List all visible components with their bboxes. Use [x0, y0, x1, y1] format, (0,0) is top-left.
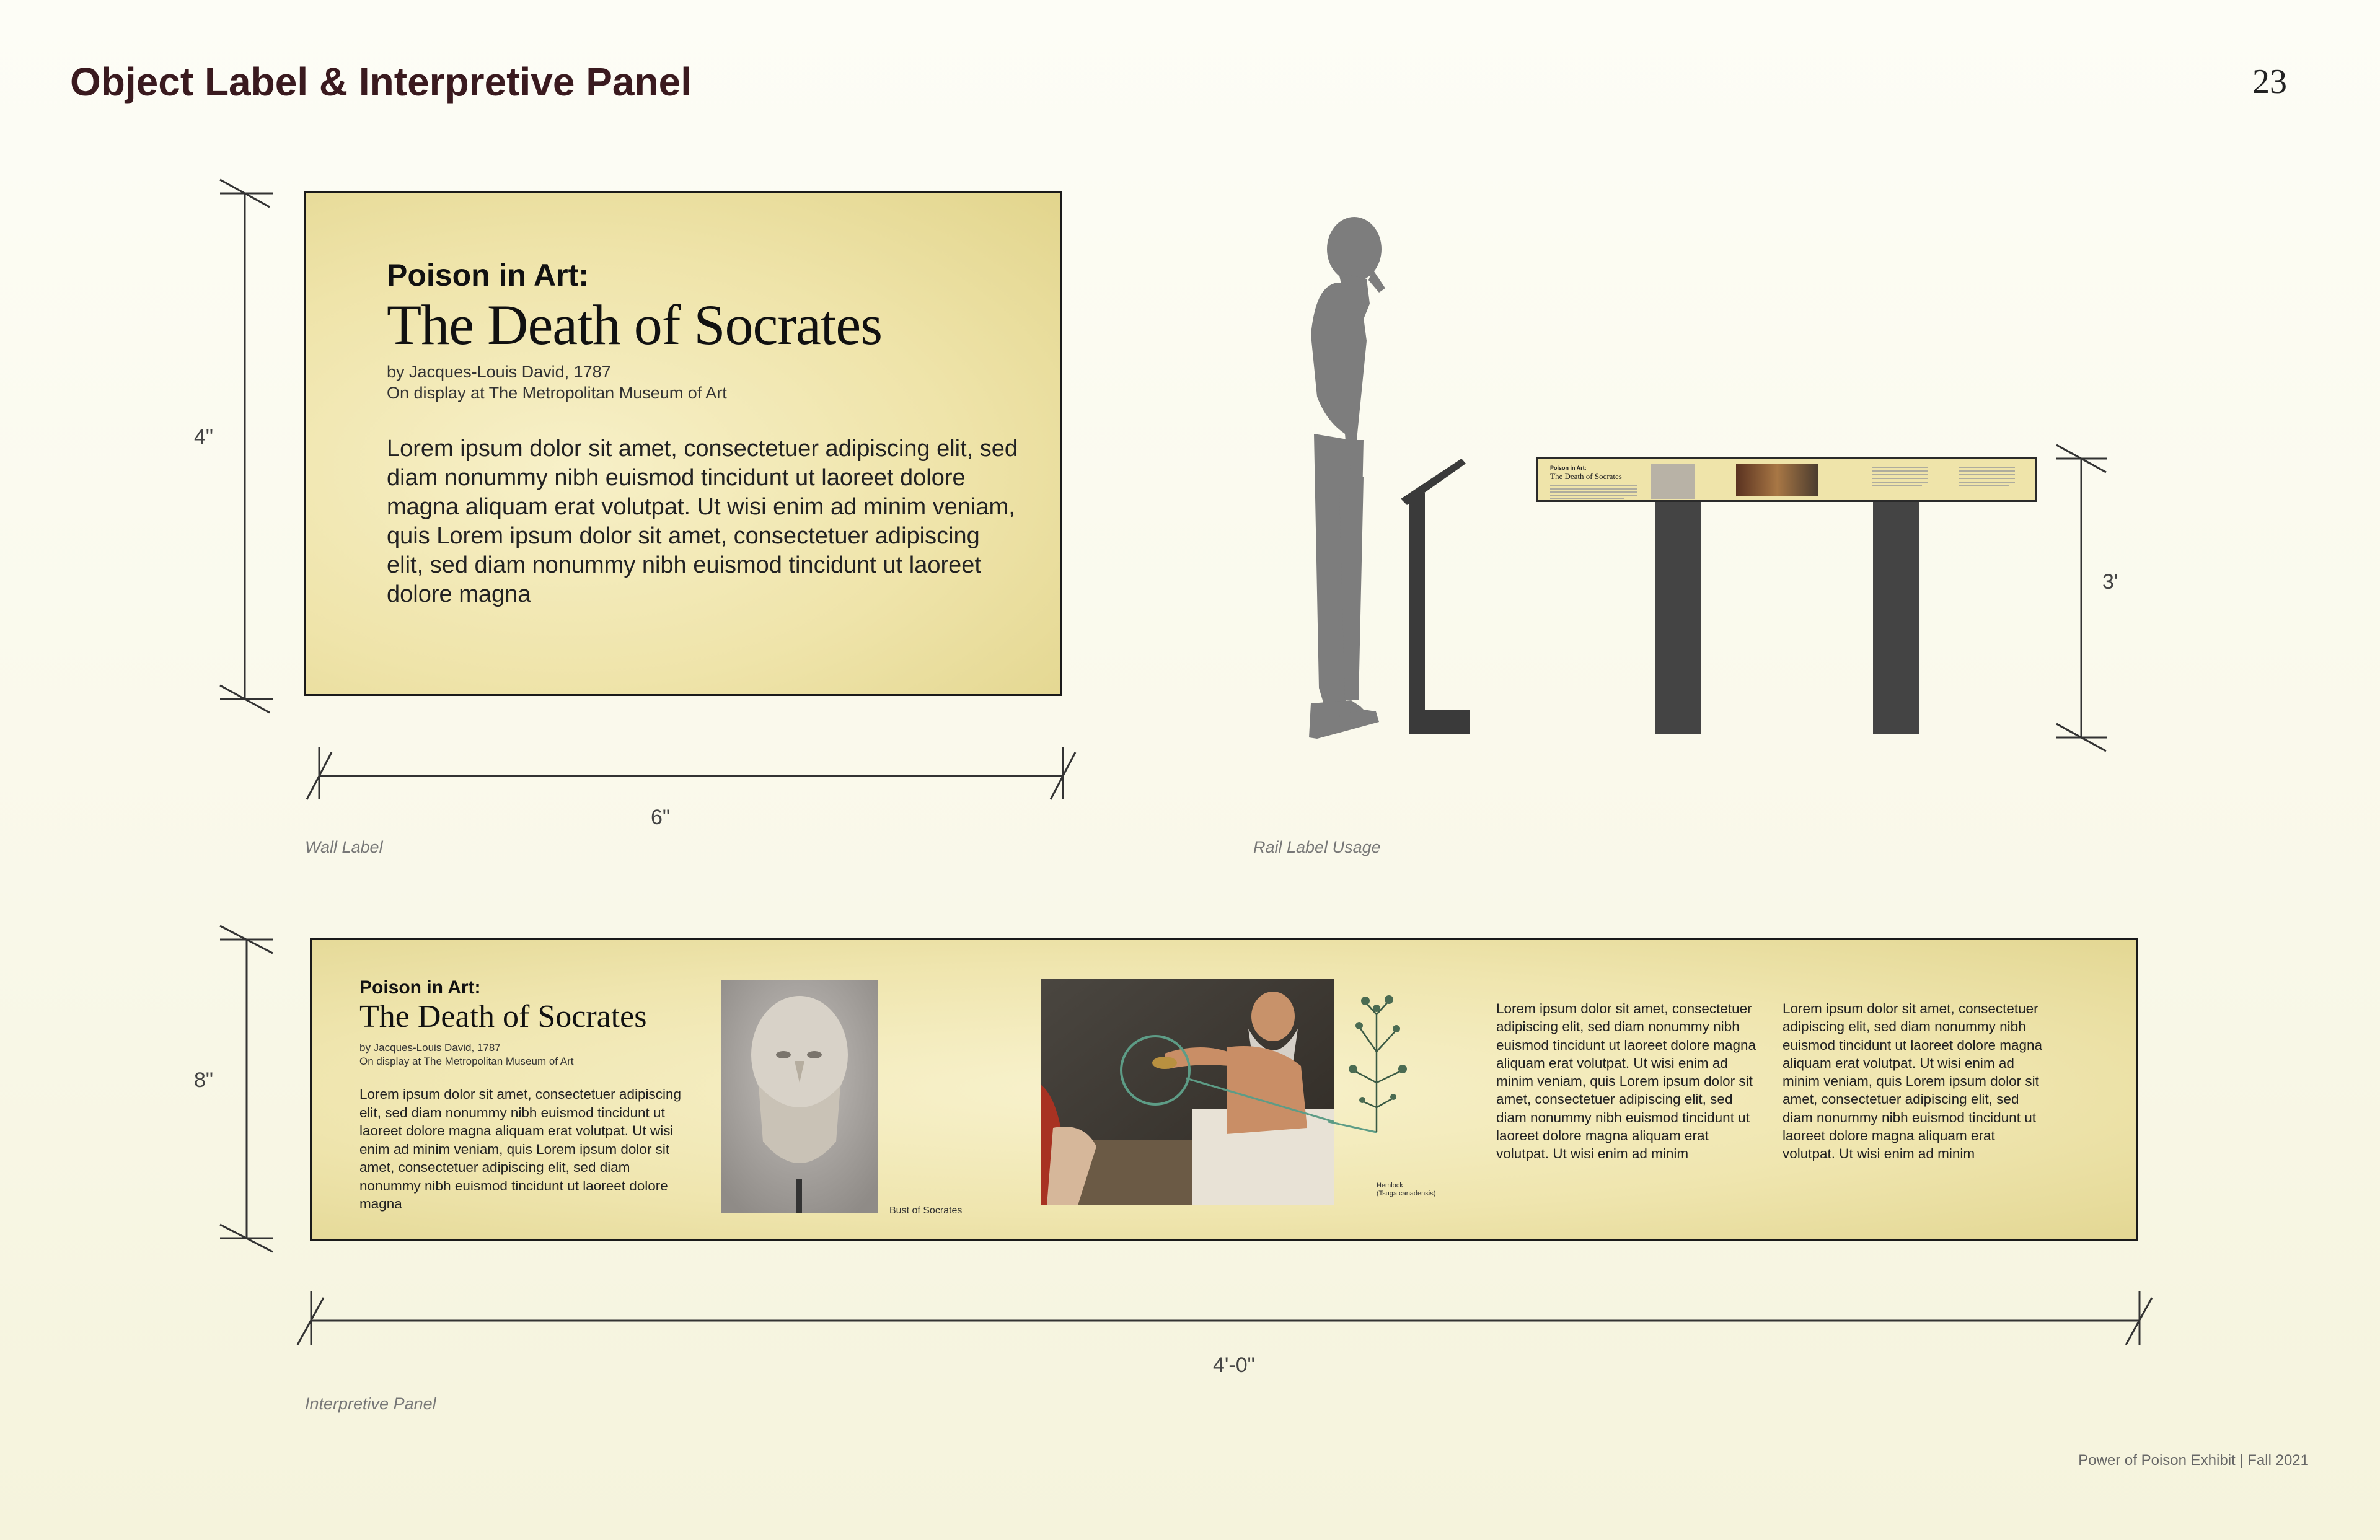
death-of-socrates-painting-image	[1041, 979, 1334, 1205]
panel-artist: by Jacques-Louis David, 1787	[359, 1042, 501, 1054]
panel-column-2: Lorem ipsum dolor sit amet, consectetuer adipiscing elit, sed diam nonummy nibh euismod tincidunt ut laoreet dolore magna aliquam erat volutpat. Ut wisi enim ad minim veniam, quis Lorem ipsum dolor sit amet, consectetuer adipiscing elit, sed diam nonummy nibh euismod tincidunt ut laoreet dolore magna aliquam erat volutpat. Ut wisi enim ad minim	[1783, 1001, 2043, 1162]
rail-leg-left	[1655, 502, 1701, 734]
page-title: Object Label & Interpretive Panel	[70, 59, 692, 104]
panel-byline	[359, 1041, 574, 1068]
wall-label-kicker: Poison in Art:	[387, 258, 589, 293]
rail-leg-right	[1873, 502, 1919, 734]
panel-height-label: 8"	[194, 1068, 213, 1092]
footer-text: Power of Poison Exhibit | Fall 2021	[2078, 1452, 2309, 1469]
hemlock-illustration	[1328, 977, 1427, 1182]
rail-mini-text-lines	[1550, 483, 1643, 502]
wall-height-label: 4"	[194, 425, 213, 449]
interpretive-panel-caption: Interpretive Panel	[305, 1394, 436, 1413]
panel-display: On display at The Metropolitan Museum of Art	[359, 1055, 574, 1067]
wall-label-body: Lorem ipsum dolor sit amet, consectetuer adipiscing elit, sed diam nonummy nibh euismod tincidunt ut laoreet dolore magna aliquam erat volutpat. Ut wisi enim ad minim veniam, quis Lorem ipsum dolor sit amet, consectetuer adipiscing elit, sed diam nonummy nibh euismod tincidunt ut laoreet dolore magna	[387, 436, 1018, 607]
rail-height-label: 3'	[2102, 570, 2118, 594]
person-silhouette	[1309, 217, 1385, 739]
rail-usage-caption: Rail Label Usage	[1253, 838, 1381, 856]
wall-width-label: 6"	[651, 806, 670, 829]
hemlock-latin: (Tsuga canadensis)	[1377, 1190, 1436, 1197]
panel-title: The Death of Socrates	[359, 999, 647, 1034]
wall-label-caption: Wall Label	[305, 838, 383, 856]
rail-mini-columns	[1860, 465, 2034, 496]
page-number: 23	[2252, 63, 2287, 101]
rail-mini-painting-image	[1736, 464, 1818, 496]
wall-label-byline	[387, 361, 727, 403]
panel-body: Lorem ipsum dolor sit amet, consectetuer adipiscing elit, sed diam nonummy nibh euismod tincidunt ut laoreet dolore magna aliquam erat volutpat. Ut wisi enim ad minim veniam, quis Lorem ipsum dolor sit amet, consectetuer adipiscing elit, sed diam nonummy nibh euismod tincidunt ut laoreet dolore magna	[359, 1086, 681, 1212]
hemlock-caption	[1377, 1182, 1435, 1198]
hemlock-name: Hemlock	[1377, 1182, 1403, 1189]
rail-mini-title: The Death of Socrates	[1550, 472, 1622, 481]
socrates-bust-image	[721, 980, 878, 1213]
rail-mini-bust-image	[1651, 464, 1695, 499]
bust-caption: Bust of Socrates	[889, 1205, 963, 1216]
wall-label-artist: by Jacques-Louis David, 1787	[387, 363, 611, 381]
rail-mini-panel	[1536, 457, 2037, 502]
panel-kicker: Poison in Art:	[359, 977, 481, 998]
interpretive-panel	[310, 938, 2138, 1241]
wall-label	[304, 191, 1062, 696]
panel-width-label: 4'-0"	[1213, 1353, 1255, 1377]
panel-column-1: Lorem ipsum dolor sit amet, consectetuer adipiscing elit, sed diam nonummy nibh euismod tincidunt ut laoreet dolore magna aliquam erat volutpat. Ut wisi enim ad minim veniam, quis Lorem ipsum dolor sit amet, consectetuer adipiscing elit, sed diam nonummy nibh euismod tincidunt ut laoreet dolore magna aliquam erat volutpat. Ut wisi enim ad minim	[1496, 1001, 1756, 1162]
rail-mini-kicker: Poison in Art:	[1550, 465, 1587, 471]
wall-label-display: On display at The Metropolitan Museum of Art	[387, 384, 727, 402]
lectern	[1401, 459, 1470, 734]
wall-label-title: The Death of Socrates	[387, 293, 883, 356]
